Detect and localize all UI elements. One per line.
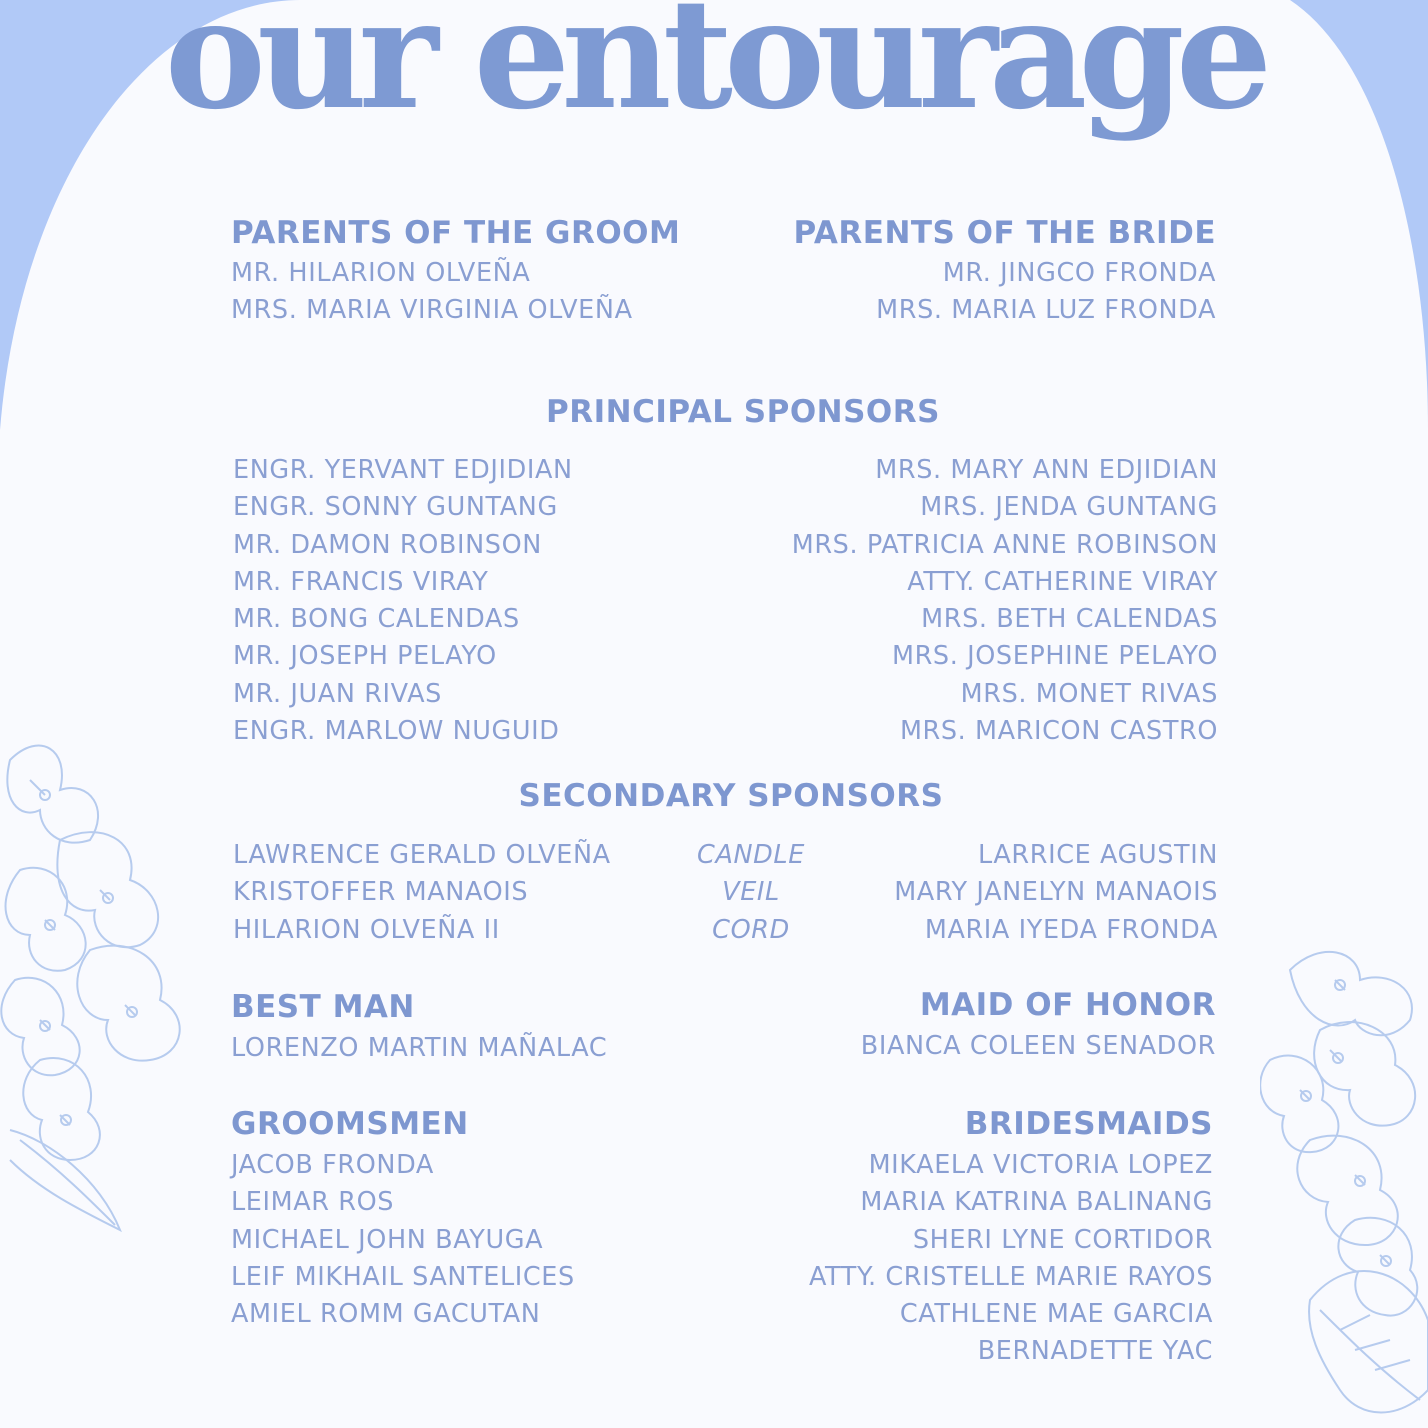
list-item: ENGR. MARLOW NUGUID <box>233 716 560 747</box>
secondary-sponsors-right-list <box>894 837 1218 949</box>
list-item: MRS. MARICON CASTRO <box>899 716 1218 747</box>
list-item: LARRICE AGUSTIN <box>978 840 1218 870</box>
list-item: MR. HILARION OLVEÑA <box>231 258 531 288</box>
list-item: ENGR. SONNY GUNTANG <box>233 492 558 523</box>
list-item: MRS. MONET RIVAS <box>960 678 1218 709</box>
parents-bride-heading: PARENTS OF THE BRIDE <box>793 215 1216 251</box>
hydrangea-right-illustration <box>1260 920 1428 1428</box>
secondary-sponsors-roles <box>670 837 832 949</box>
secondary-sponsors-heading: SECONDARY SPONSORS <box>518 778 944 814</box>
list-item: SHERI LYNE CORTIDOR <box>912 1224 1213 1255</box>
principal-sponsors-right-list <box>792 452 1218 750</box>
parents-bride-list <box>876 255 1216 330</box>
bridesmaids-list <box>809 1147 1213 1371</box>
list-item: ATTY. CATHERINE VIRAY <box>907 566 1218 597</box>
list-item: MR. JUAN RIVAS <box>233 678 442 709</box>
list-item: LAWRENCE GERALD OLVEÑA <box>233 840 611 870</box>
page-title: our entourage <box>164 0 1264 143</box>
groomsmen-heading: GROOMSMEN <box>231 1106 469 1142</box>
list-item: MARY JANELYN MANAOIS <box>894 877 1218 908</box>
list-item: MRS. JOSEPHINE PELAYO <box>892 641 1218 672</box>
list-item: MR. FRANCIS VIRAY <box>233 566 489 597</box>
groomsmen-list <box>231 1147 575 1333</box>
list-item: MICHAEL JOHN BAYUGA <box>231 1224 544 1255</box>
principal-sponsors-left-list <box>233 452 573 750</box>
list-item: ENGR. YERVANT EDJIDIAN <box>233 455 573 485</box>
list-item: MR. DAMON ROBINSON <box>233 529 542 560</box>
secondary-sponsors-left-list <box>233 837 611 949</box>
list-item: MIKAELA VICTORIA LOPEZ <box>868 1150 1213 1180</box>
list-item: MARIA KATRINA BALINANG <box>860 1187 1213 1218</box>
list-item: BIANCA COLEEN SENADOR <box>860 1031 1216 1061</box>
list-item: LEIF MIKHAIL SANTELICES <box>231 1261 575 1292</box>
list-item: ATTY. CRISTELLE MARIE RAYOS <box>808 1261 1213 1292</box>
principal-sponsors-heading: PRINCIPAL SPONSORS <box>546 394 940 430</box>
list-item: MR. JINGCO FRONDA <box>942 258 1216 288</box>
parents-groom-list <box>231 255 633 330</box>
list-item: JACOB FRONDA <box>231 1150 434 1180</box>
parents-groom-heading: PARENTS OF THE GROOM <box>231 215 681 251</box>
list-item: MRS. JENDA GUNTANG <box>920 492 1218 523</box>
best-man-heading: BEST MAN <box>231 989 415 1025</box>
list-item: MRS. BETH CALENDAS <box>921 604 1218 635</box>
role-label: VEIL <box>722 877 780 908</box>
maid-of-honor-name <box>861 1028 1216 1065</box>
list-item: LEIMAR ROS <box>231 1187 395 1218</box>
list-item: CATHLENE MAE GARCIA <box>899 1299 1213 1330</box>
list-item: MRS. PATRICIA ANNE ROBINSON <box>791 529 1218 560</box>
maid-of-honor-heading: MAID OF HONOR <box>919 987 1216 1023</box>
role-label: CANDLE <box>697 840 805 870</box>
list-item: KRISTOFFER MANAOIS <box>233 877 529 908</box>
best-man-name <box>231 1030 607 1067</box>
role-label: CORD <box>712 914 790 945</box>
list-item: MRS. MARY ANN EDJIDIAN <box>875 455 1218 485</box>
list-item: MRS. MARIA VIRGINIA OLVEÑA <box>231 295 633 326</box>
list-item: MARIA IYEDA FRONDA <box>924 914 1218 945</box>
list-item: MRS. MARIA LUZ FRONDA <box>876 295 1216 326</box>
list-item: MR. JOSEPH PELAYO <box>233 641 497 672</box>
list-item: AMIEL ROMM GACUTAN <box>231 1299 541 1330</box>
list-item: BERNADETTE YAC <box>977 1336 1213 1367</box>
list-item: HILARION OLVEÑA II <box>233 914 500 945</box>
list-item: MR. BONG CALENDAS <box>233 604 520 635</box>
bridesmaids-heading: BRIDESMAIDS <box>964 1106 1213 1142</box>
list-item: LORENZO MARTIN MAÑALAC <box>231 1033 608 1063</box>
